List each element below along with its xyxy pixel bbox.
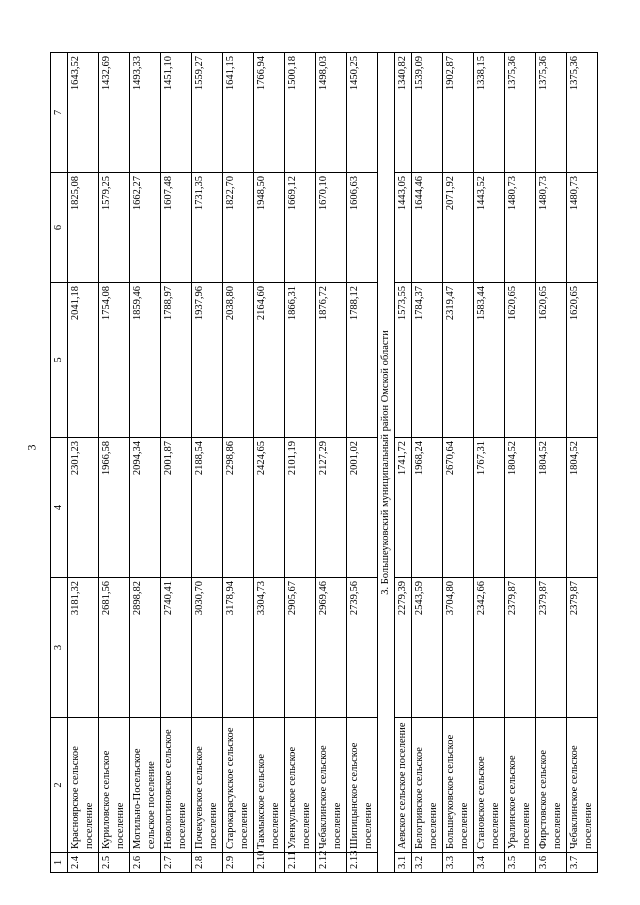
table-row <box>347 53 378 873</box>
value-cell-col7: 1902,87 <box>443 53 474 173</box>
row-number-cell: 3.4 <box>474 853 505 873</box>
value-cell-col3: 2379,87 <box>505 578 536 718</box>
value-cell-col4: 2001,02 <box>347 438 378 578</box>
value-cell-col4: 2094,34 <box>130 438 161 578</box>
table-header-row <box>51 53 68 873</box>
settlement-name-cell: Почекуевское сельское поселение <box>192 718 223 853</box>
row-number-cell: 2.6 <box>130 853 161 873</box>
value-cell-col4: 1741,72 <box>395 438 412 578</box>
value-cell-col7: 1766,94 <box>254 53 285 173</box>
settlement-name-cell: Большеуковское сельское поселение <box>443 718 474 853</box>
row-number-cell: 3.3 <box>443 853 474 873</box>
value-cell-col6: 1480,73 <box>567 173 598 283</box>
settlement-name-cell: Такмыкское сельское поселение <box>254 718 285 853</box>
header-cell: 7 <box>51 53 68 173</box>
data-table <box>50 52 598 873</box>
table-row <box>395 53 412 873</box>
value-cell-col3: 2969,46 <box>316 578 347 718</box>
settlement-name-cell: Уленкульское сельское поселение <box>285 718 316 853</box>
header-cell: 4 <box>51 438 68 578</box>
value-cell-col5: 2041,18 <box>68 283 99 438</box>
value-cell-col4: 2127,29 <box>316 438 347 578</box>
value-cell-col5: 1788,97 <box>161 283 192 438</box>
row-number-cell: 3.2 <box>412 853 443 873</box>
value-cell-col4: 1767,31 <box>474 438 505 578</box>
row-number-cell: 3.1 <box>395 853 412 873</box>
value-cell-col6: 2071,92 <box>443 173 474 283</box>
value-cell-col5: 1573,55 <box>395 283 412 438</box>
value-cell-col6: 1480,73 <box>505 173 536 283</box>
settlement-name-cell: Чебаклинское сельское поселение <box>316 718 347 853</box>
settlement-name-cell: Красноярское сельское поселение <box>68 718 99 853</box>
value-cell-col5: 1866,31 <box>285 283 316 438</box>
row-number-cell: 2.4 <box>68 853 99 873</box>
value-cell-col3: 2898,82 <box>130 578 161 718</box>
header-cell: 3 <box>51 578 68 718</box>
value-cell-col4: 1804,52 <box>505 438 536 578</box>
row-number-cell: 3.6 <box>536 853 567 873</box>
header-cell: 6 <box>51 173 68 283</box>
settlement-name-cell: Новологиновское сельское поселение <box>161 718 192 853</box>
table-row <box>99 53 130 873</box>
row-number-cell: 3.5 <box>505 853 536 873</box>
row-number-cell: 3.7 <box>567 853 598 873</box>
row-number-cell: 2.13 <box>347 853 378 873</box>
header-cell: 2 <box>51 718 68 853</box>
value-cell-col3: 2739,56 <box>347 578 378 718</box>
section-row <box>378 53 395 873</box>
value-cell-col5: 1937,96 <box>192 283 223 438</box>
value-cell-col5: 1620,65 <box>536 283 567 438</box>
value-cell-col6: 1731,35 <box>192 173 223 283</box>
value-cell-col6: 1579,25 <box>99 173 130 283</box>
table-row <box>223 53 254 873</box>
table-row <box>68 53 99 873</box>
value-cell-col4: 2424,65 <box>254 438 285 578</box>
value-cell-col5: 2319,47 <box>443 283 474 438</box>
value-cell-col5: 2038,80 <box>223 283 254 438</box>
value-cell-col6: 1443,52 <box>474 173 505 283</box>
value-cell-col4: 2101,19 <box>285 438 316 578</box>
value-cell-col4: 2188,54 <box>192 438 223 578</box>
table-row <box>130 53 161 873</box>
value-cell-col7: 1340,82 <box>395 53 412 173</box>
table-row <box>316 53 347 873</box>
row-number-cell: 2.11 <box>285 853 316 873</box>
value-cell-col3: 2681,56 <box>99 578 130 718</box>
value-cell-col3: 3030,70 <box>192 578 223 718</box>
settlement-name-cell: Старокарасукское сельское поселение <box>223 718 254 853</box>
row-number-cell: 2.12 <box>316 853 347 873</box>
value-cell-col5: 1788,12 <box>347 283 378 438</box>
table-row <box>192 53 223 873</box>
value-cell-col6: 1822,70 <box>223 173 254 283</box>
rotated-table-wrapper <box>50 53 605 873</box>
value-cell-col7: 1451,10 <box>161 53 192 173</box>
value-cell-col7: 1450,25 <box>347 53 378 173</box>
value-cell-col5: 1620,65 <box>505 283 536 438</box>
value-cell-col4: 1966,58 <box>99 438 130 578</box>
settlement-name-cell: Уралинское сельское поселение <box>505 718 536 853</box>
value-cell-col6: 1480,73 <box>536 173 567 283</box>
value-cell-col5: 1754,08 <box>99 283 130 438</box>
value-cell-col3: 3178,94 <box>223 578 254 718</box>
value-cell-col7: 1641,15 <box>223 53 254 173</box>
value-cell-col5: 2164,60 <box>254 283 285 438</box>
value-cell-col5: 1583,44 <box>474 283 505 438</box>
value-cell-col3: 2279,39 <box>395 578 412 718</box>
value-cell-col7: 1559,27 <box>192 53 223 173</box>
value-cell-col4: 2001,87 <box>161 438 192 578</box>
row-number-cell: 2.10 <box>254 853 285 873</box>
settlement-name-cell: Шипицынское сельское поселение <box>347 718 378 853</box>
value-cell-col7: 1338,15 <box>474 53 505 173</box>
section-title: 3. Большеуковский муниципальный район Омской области <box>378 53 395 873</box>
header-cell: 1 <box>51 853 68 873</box>
value-cell-col6: 1670,10 <box>316 173 347 283</box>
value-cell-col7: 1432,69 <box>99 53 130 173</box>
settlement-name-cell: Становское сельское поселение <box>474 718 505 853</box>
value-cell-col5: 1620,65 <box>567 283 598 438</box>
table-row <box>412 53 443 873</box>
value-cell-col3: 3181,32 <box>68 578 99 718</box>
row-number-cell: 2.9 <box>223 853 254 873</box>
table-row <box>536 53 567 873</box>
table-row <box>443 53 474 873</box>
value-cell-col6: 1644,46 <box>412 173 443 283</box>
value-cell-col4: 2670,64 <box>443 438 474 578</box>
value-cell-col4: 1804,52 <box>536 438 567 578</box>
value-cell-col7: 1643,52 <box>68 53 99 173</box>
value-cell-col4: 2301,23 <box>68 438 99 578</box>
value-cell-col7: 1500,18 <box>285 53 316 173</box>
value-cell-col3: 2379,87 <box>567 578 598 718</box>
table-row <box>254 53 285 873</box>
page-number: 3 <box>24 444 39 451</box>
value-cell-col6: 1669,12 <box>285 173 316 283</box>
value-cell-col6: 1443,05 <box>395 173 412 283</box>
settlement-name-cell: Куриловское сельское поселение <box>99 718 130 853</box>
value-cell-col5: 1784,37 <box>412 283 443 438</box>
value-cell-col7: 1375,36 <box>567 53 598 173</box>
value-cell-col7: 1375,36 <box>505 53 536 173</box>
value-cell-col6: 1825,08 <box>68 173 99 283</box>
value-cell-col4: 2298,86 <box>223 438 254 578</box>
value-cell-col6: 1607,48 <box>161 173 192 283</box>
value-cell-col3: 3304,73 <box>254 578 285 718</box>
settlement-name-cell: Аевское сельское поселение <box>395 718 412 853</box>
table-row <box>567 53 598 873</box>
value-cell-col7: 1493,33 <box>130 53 161 173</box>
settlement-name-cell: Фирстовское сельское поселение <box>536 718 567 853</box>
header-cell: 5 <box>51 283 68 438</box>
value-cell-col4: 1804,52 <box>567 438 598 578</box>
value-cell-col5: 1859,46 <box>130 283 161 438</box>
settlement-name-cell: Чебаклинское сельское поселение <box>567 718 598 853</box>
value-cell-col3: 2740,41 <box>161 578 192 718</box>
table-row <box>474 53 505 873</box>
row-number-cell: 2.8 <box>192 853 223 873</box>
value-cell-col7: 1375,36 <box>536 53 567 173</box>
value-cell-col6: 1606,63 <box>347 173 378 283</box>
table-row <box>285 53 316 873</box>
value-cell-col3: 2379,87 <box>536 578 567 718</box>
row-number-cell: 2.7 <box>161 853 192 873</box>
value-cell-col7: 1498,03 <box>316 53 347 173</box>
value-cell-col3: 2905,67 <box>285 578 316 718</box>
table-row <box>161 53 192 873</box>
settlement-name-cell: Могильно-Посельское сельское поселение <box>130 718 161 853</box>
value-cell-col3: 2342,66 <box>474 578 505 718</box>
value-cell-col6: 1662,27 <box>130 173 161 283</box>
settlement-name-cell: Белогривское сельское поселение <box>412 718 443 853</box>
value-cell-col5: 1876,72 <box>316 283 347 438</box>
value-cell-col3: 3704,80 <box>443 578 474 718</box>
value-cell-col7: 1539,09 <box>412 53 443 173</box>
value-cell-col4: 1968,24 <box>412 438 443 578</box>
table-row <box>505 53 536 873</box>
row-number-cell: 2.5 <box>99 853 130 873</box>
value-cell-col6: 1948,50 <box>254 173 285 283</box>
value-cell-col3: 2543,59 <box>412 578 443 718</box>
